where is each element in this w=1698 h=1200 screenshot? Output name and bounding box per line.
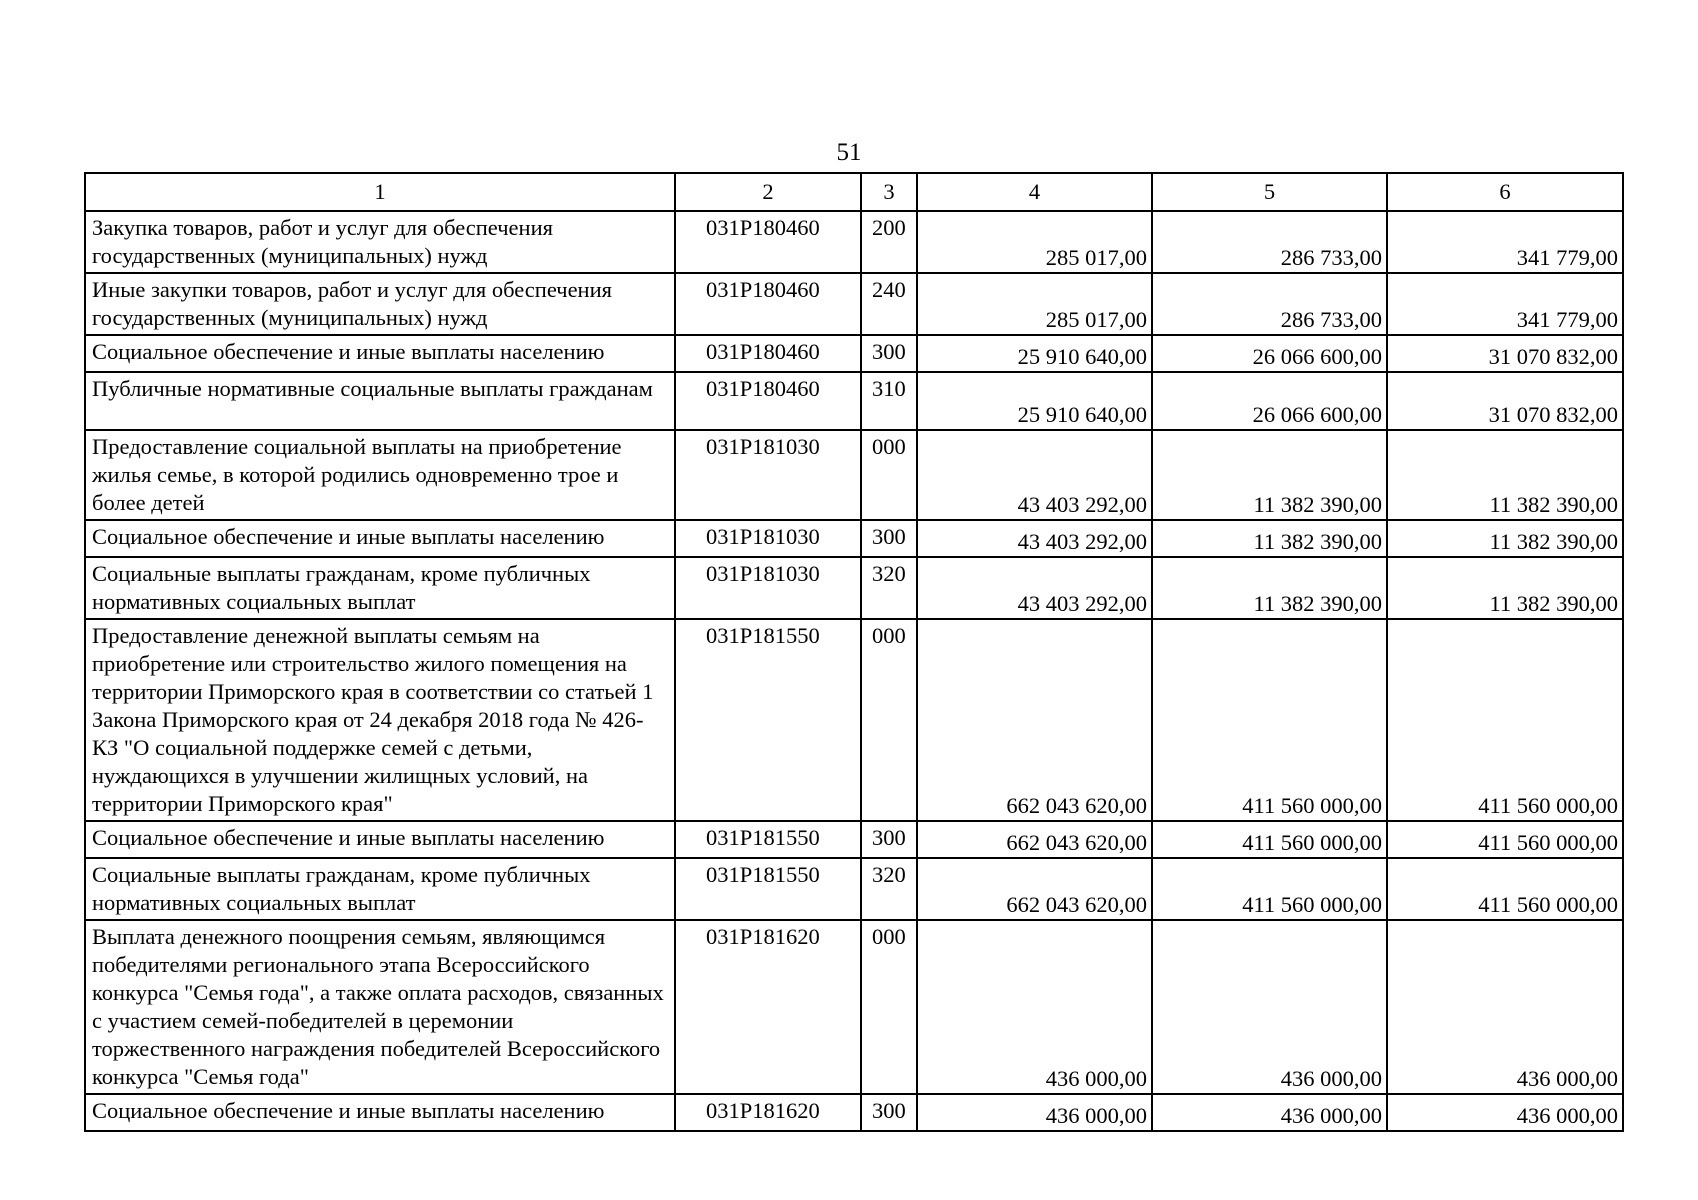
amount-cell: 285 017,00 <box>917 273 1152 335</box>
amount-cell: 411 560 000,00 <box>1387 821 1623 858</box>
amount-cell: 26 066 600,00 <box>1152 335 1387 372</box>
expense-type-cell: 300 <box>861 520 917 557</box>
expense-name-cell: Социальное обеспечение и иные выплаты населению <box>85 335 675 372</box>
column-header: 5 <box>1152 173 1387 211</box>
amount-cell: 11 382 390,00 <box>1387 430 1623 520</box>
amount-cell: 11 382 390,00 <box>1387 557 1623 619</box>
target-article-cell: 031P181620 <box>675 1094 861 1131</box>
expense-type-cell: 320 <box>861 557 917 619</box>
amount-cell: 411 560 000,00 <box>1152 619 1387 821</box>
expense-name-cell: Закупка товаров, работ и услуг для обеспечения государственных (муниципальных) нужд <box>85 211 675 273</box>
amount-cell: 662 043 620,00 <box>917 619 1152 821</box>
amount-cell: 341 779,00 <box>1387 211 1623 273</box>
amount-cell: 341 779,00 <box>1387 273 1623 335</box>
column-header: 2 <box>675 173 861 211</box>
table-row <box>85 372 1623 430</box>
amount-cell: 43 403 292,00 <box>917 430 1152 520</box>
column-header: 3 <box>861 173 917 211</box>
expense-name-cell: Социальное обеспечение и иные выплаты населению <box>85 1094 675 1131</box>
table-row <box>85 273 1623 335</box>
expense-type-cell: 200 <box>861 211 917 273</box>
target-article-cell: 031P181030 <box>675 430 861 520</box>
table-row <box>85 211 1623 273</box>
amount-cell: 31 070 832,00 <box>1387 335 1623 372</box>
amount-cell: 662 043 620,00 <box>917 821 1152 858</box>
budget-table <box>84 172 1624 1132</box>
amount-cell: 31 070 832,00 <box>1387 372 1623 430</box>
amount-cell: 286 733,00 <box>1152 211 1387 273</box>
target-article-cell: 031P180460 <box>675 211 861 273</box>
expense-name-cell: Социальные выплаты гражданам, кроме публичных нормативных социальных выплат <box>85 557 675 619</box>
target-article-cell: 031P180460 <box>675 372 861 430</box>
expense-type-cell: 300 <box>861 335 917 372</box>
target-article-cell: 031P181550 <box>675 858 861 920</box>
amount-cell: 411 560 000,00 <box>1387 858 1623 920</box>
amount-cell: 11 382 390,00 <box>1387 520 1623 557</box>
table-row <box>85 920 1623 1094</box>
target-article-cell: 031P181030 <box>675 520 861 557</box>
table-row <box>85 520 1623 557</box>
amount-cell: 436 000,00 <box>1152 1094 1387 1131</box>
expense-type-cell: 310 <box>861 372 917 430</box>
amount-cell: 436 000,00 <box>1387 1094 1623 1131</box>
expense-name-cell: Выплата денежного поощрения семьям, являющимся победителями регионального этапа Всероссийского конкурса "Семья года", а также оплата расходов, связанных с участием семей-победителей в церемонии торжественного награждения победителей Всероссийского конкурса "Семья года" <box>85 920 675 1094</box>
expense-name-cell: Иные закупки товаров, работ и услуг для обеспечения государственных (муниципальных) нужд <box>85 273 675 335</box>
target-article-cell: 031P181030 <box>675 557 861 619</box>
expense-type-cell: 300 <box>861 821 917 858</box>
amount-cell: 25 910 640,00 <box>917 372 1152 430</box>
column-header: 1 <box>85 173 675 211</box>
amount-cell: 11 382 390,00 <box>1152 557 1387 619</box>
amount-cell: 436 000,00 <box>917 920 1152 1094</box>
target-article-cell: 031P180460 <box>675 335 861 372</box>
expense-type-cell: 000 <box>861 619 917 821</box>
amount-cell: 436 000,00 <box>917 1094 1152 1131</box>
expense-type-cell: 000 <box>861 920 917 1094</box>
table-header <box>85 173 1623 211</box>
table-row <box>85 619 1623 821</box>
amount-cell: 411 560 000,00 <box>1152 821 1387 858</box>
amount-cell: 43 403 292,00 <box>917 520 1152 557</box>
amount-cell: 26 066 600,00 <box>1152 372 1387 430</box>
target-article-cell: 031P181550 <box>675 821 861 858</box>
amount-cell: 11 382 390,00 <box>1152 430 1387 520</box>
page-number: 51 <box>836 139 862 166</box>
amount-cell: 285 017,00 <box>917 211 1152 273</box>
table-row <box>85 430 1623 520</box>
table-body <box>85 211 1623 1131</box>
expense-type-cell: 240 <box>861 273 917 335</box>
expense-name-cell: Социальное обеспечение и иные выплаты населению <box>85 821 675 858</box>
amount-cell: 411 560 000,00 <box>1387 619 1623 821</box>
amount-cell: 11 382 390,00 <box>1152 520 1387 557</box>
amount-cell: 286 733,00 <box>1152 273 1387 335</box>
expense-name-cell: Социальные выплаты гражданам, кроме публичных нормативных социальных выплат <box>85 858 675 920</box>
table-row <box>85 858 1623 920</box>
column-header: 4 <box>917 173 1152 211</box>
amount-cell: 662 043 620,00 <box>917 858 1152 920</box>
expense-name-cell: Предоставление социальной выплаты на приобретение жилья семье, в которой родились одновременно трое и более детей <box>85 430 675 520</box>
expense-type-cell: 320 <box>861 858 917 920</box>
header-row <box>85 173 1623 211</box>
expense-type-cell: 000 <box>861 430 917 520</box>
table-row <box>85 821 1623 858</box>
amount-cell: 43 403 292,00 <box>917 557 1152 619</box>
target-article-cell: 031P181550 <box>675 619 861 821</box>
target-article-cell: 031P180460 <box>675 273 861 335</box>
expense-type-cell: 300 <box>861 1094 917 1131</box>
amount-cell: 25 910 640,00 <box>917 335 1152 372</box>
table-row <box>85 557 1623 619</box>
amount-cell: 411 560 000,00 <box>1152 858 1387 920</box>
expense-name-cell: Предоставление денежной выплаты семьям на приобретение или строительство жилого помещения на территории Приморского края в соответствии со статьей 1 Закона Приморского края от 24 декабря 2018 года № 426-КЗ "О социальной поддержке семей с детьми, нуждающихся в улучшении жилищных условий, на территории Приморского края" <box>85 619 675 821</box>
table-row <box>85 1094 1623 1131</box>
target-article-cell: 031P181620 <box>675 920 861 1094</box>
expense-name-cell: Социальное обеспечение и иные выплаты населению <box>85 520 675 557</box>
amount-cell: 436 000,00 <box>1152 920 1387 1094</box>
expense-name-cell: Публичные нормативные социальные выплаты гражданам <box>85 372 675 430</box>
table-row <box>85 335 1623 372</box>
amount-cell: 436 000,00 <box>1387 920 1623 1094</box>
column-header: 6 <box>1387 173 1623 211</box>
